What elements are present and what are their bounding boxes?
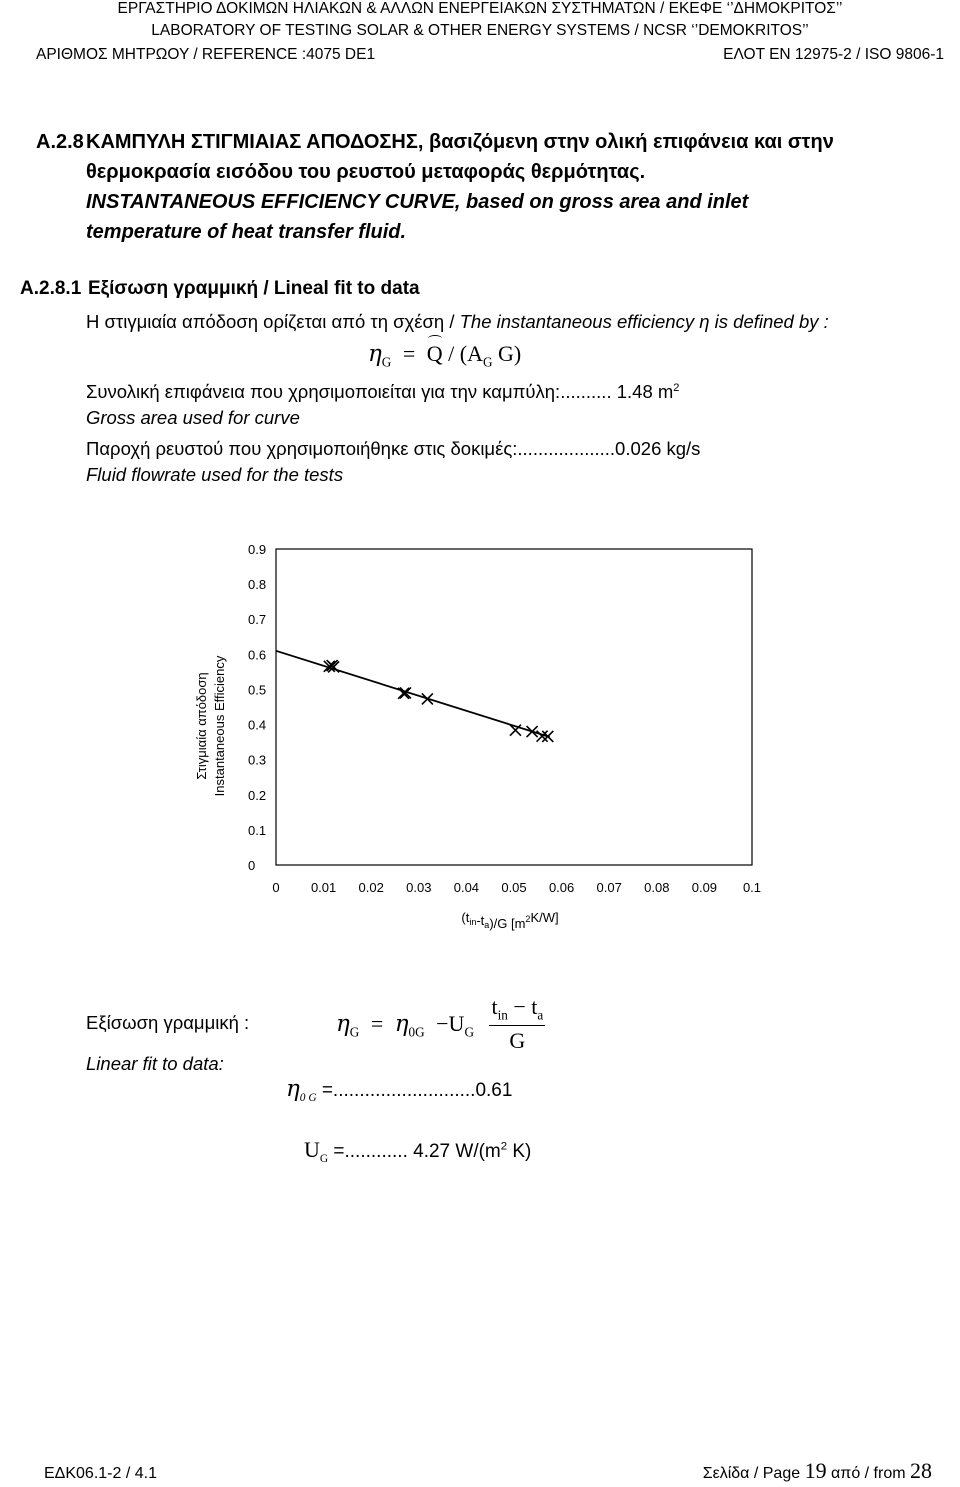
formula-irradiance: G)	[497, 341, 522, 366]
y-tick-label: 0	[248, 858, 256, 873]
footer-page-info	[703, 1458, 932, 1484]
result-u-value: =............ 4.27 W/(m	[328, 1141, 501, 1162]
x-tick-label: 0.01	[310, 880, 337, 895]
linear-equation	[336, 994, 545, 1054]
section-title-greek-1: ΚΑΜΠΥΛΗ ΣΤΙΓΜΙΑΙΑΣ ΑΠΟΔΟΣΗΣ, βασιζόμενη στην ολική επιφάνεια και στην	[86, 131, 834, 153]
y-axis-label-english: Instantaneous Efficiency	[212, 655, 227, 797]
formula-area-sub: G	[482, 354, 493, 370]
equation-label-greek: Εξίσωση γραμμική :	[86, 1012, 250, 1033]
eq-fraction-bar	[489, 1025, 545, 1026]
result-u-close: K)	[507, 1141, 532, 1162]
header-reference: ΑΡΙΘΜΟΣ ΜΗΤΡΩΟΥ / REFERENCE :4075 DE1	[36, 46, 376, 63]
eq-num-in: in	[497, 1007, 508, 1023]
y-tick-label: 0.6	[248, 647, 267, 663]
header-lab-greek: ΕΡΓΑΣΤΗΡΙΟ ΔΟΚΙΜΩΝ ΗΛΙΑΚΩΝ & ΑΛΛΩΝ ΕΝΕΡΓΕΙΑΚΩΝ ΣΥΣΤΗΜΑΤΩΝ / ΕΚΕΦΕ ‘’ΔΗΜΟΚΡΙΤΟΣ’’	[117, 0, 843, 17]
formula-equals: =	[402, 341, 416, 366]
eq-eta0-sub: 0G	[408, 1023, 425, 1039]
subsection-title: Εξίσωση γραμμική / Lineal fit to data	[88, 278, 420, 299]
equation-label-english: Linear fit to data:	[86, 1053, 224, 1074]
section-title-english-2: temperature of heat transfer fluid.	[86, 221, 407, 243]
efficiency-chart	[170, 520, 810, 940]
result-u-symbol: U	[304, 1137, 320, 1162]
plot-area	[276, 549, 752, 865]
eq-u-sub: G	[464, 1023, 474, 1039]
eq-num-minus-t: − t	[507, 994, 538, 1019]
subsection-number: A.2.8.1	[20, 278, 82, 299]
eq-eta0: η	[394, 1010, 409, 1037]
data-point	[398, 688, 409, 699]
x-axis-label-part: (t	[461, 910, 470, 925]
x-tick-label: 0.06	[548, 880, 575, 895]
y-tick-label: 0.7	[248, 612, 267, 628]
data-point	[527, 726, 538, 737]
header-standard: ΕΛΟΤ ΕΝ 12975-2 / ISO 9806-1	[723, 46, 944, 63]
formula-q-hat: Q	[426, 341, 443, 366]
y-tick-label: 0.4	[248, 717, 267, 733]
x-axis-label-part: -t	[476, 913, 485, 928]
eq-minus-u: −U	[436, 1010, 465, 1036]
x-tick-label: 0.09	[691, 880, 718, 895]
x-axis-label-part: )/G [m	[489, 916, 526, 931]
x-tick-label: 0.05	[501, 880, 527, 895]
x-axis-label-part: 2	[525, 914, 531, 924]
definition-greek: Η στιγμιαία απόδοση ορίζεται από τη σχέση /	[86, 311, 460, 332]
footer-document-code: ΕΔΚ06.1-2 / 4.1	[44, 1465, 157, 1482]
footer-page-label: Σελίδα / Page	[702, 1465, 805, 1482]
efficiency-formula	[368, 341, 521, 370]
result-eta0	[286, 1076, 512, 1104]
header-lab-english: LABORATORY OF TESTING SOLAR & OTHER ENERGY SYSTEMS / NCSR ‘’DEMOKRITOS’’	[151, 22, 809, 39]
fit-line	[276, 651, 550, 737]
eq-eta: η	[336, 1010, 350, 1037]
y-tick-label: 0.5	[248, 682, 267, 698]
flowrate-greek: Παροχή ρευστού που χρησιμοποιήθηκε στις δοκιμές:...................0.026 kg/s	[86, 438, 701, 459]
y-tick-label: 0.9	[248, 542, 267, 557]
eq-eta-sub: G	[349, 1023, 360, 1039]
result-u-sub: G	[319, 1152, 329, 1165]
x-axis-label-part: in	[469, 917, 477, 927]
formula-eta: η	[368, 341, 382, 367]
result-u-sup: 2	[500, 1140, 508, 1153]
footer-of-label: από / from	[826, 1465, 910, 1482]
data-point	[542, 731, 553, 742]
x-tick-label: 0.04	[453, 880, 480, 895]
result-eta0-sub: 0 G	[299, 1091, 317, 1104]
section-number: A.2.8	[36, 131, 84, 153]
gross-area-sup: 2	[673, 381, 680, 394]
y-tick-label: 0.1	[248, 822, 267, 838]
y-tick-label: 0.8	[248, 577, 267, 593]
eq-fraction	[489, 994, 545, 1054]
x-axis-label-part: a	[484, 920, 490, 930]
y-axis-label-greek: Στιγμιαία απόδοση	[194, 672, 209, 780]
efficiency-definition	[86, 311, 829, 333]
eq-equals: =	[370, 1010, 384, 1036]
x-tick-label: 0.08	[644, 880, 670, 895]
gross-area-text: Συνολική επιφάνεια που χρησιμοποιείται για την καμπύλη:.......... 1.48 m	[86, 381, 674, 402]
eq-num-a: a	[537, 1007, 544, 1023]
definition-english: The instantaneous efficiency η is defined by :	[459, 311, 829, 332]
eq-denominator: G	[509, 1028, 526, 1054]
section-title-greek-2: θερμοκρασία εισόδου του ρευστού μεταφοράς θερμότητας.	[86, 161, 646, 183]
formula-eta-sub: G	[381, 354, 392, 370]
x-tick-label: 0.02	[358, 880, 384, 895]
x-axis-label	[461, 910, 558, 931]
footer-page-number: 19	[804, 1458, 827, 1483]
eq-num-t: t	[491, 994, 498, 1019]
x-tick-label: 0	[272, 880, 280, 895]
result-eta0-symbol: η	[286, 1076, 300, 1102]
result-ug	[304, 1137, 531, 1165]
result-eta0-value: =...........................0.61	[316, 1080, 513, 1101]
gross-area-greek	[86, 381, 679, 403]
y-tick-label: 0.3	[248, 752, 267, 768]
section-title-english-1: INSTANTANEOUS EFFICIENCY CURVE, based on gross area and inlet	[86, 191, 749, 213]
x-tick-label: 0.07	[596, 880, 622, 895]
formula-slash-area: / (A	[448, 341, 483, 366]
flowrate-english: Fluid flowrate used for the tests	[86, 464, 344, 485]
x-axis-label-part: K/W]	[530, 910, 559, 925]
x-tick-label: 0.1	[742, 880, 762, 895]
x-tick-label: 0.03	[406, 880, 432, 895]
eq-numerator	[489, 994, 545, 1023]
y-tick-label: 0.2	[248, 787, 267, 803]
footer-page-total: 28	[910, 1458, 932, 1483]
gross-area-english: Gross area used for curve	[86, 407, 300, 428]
